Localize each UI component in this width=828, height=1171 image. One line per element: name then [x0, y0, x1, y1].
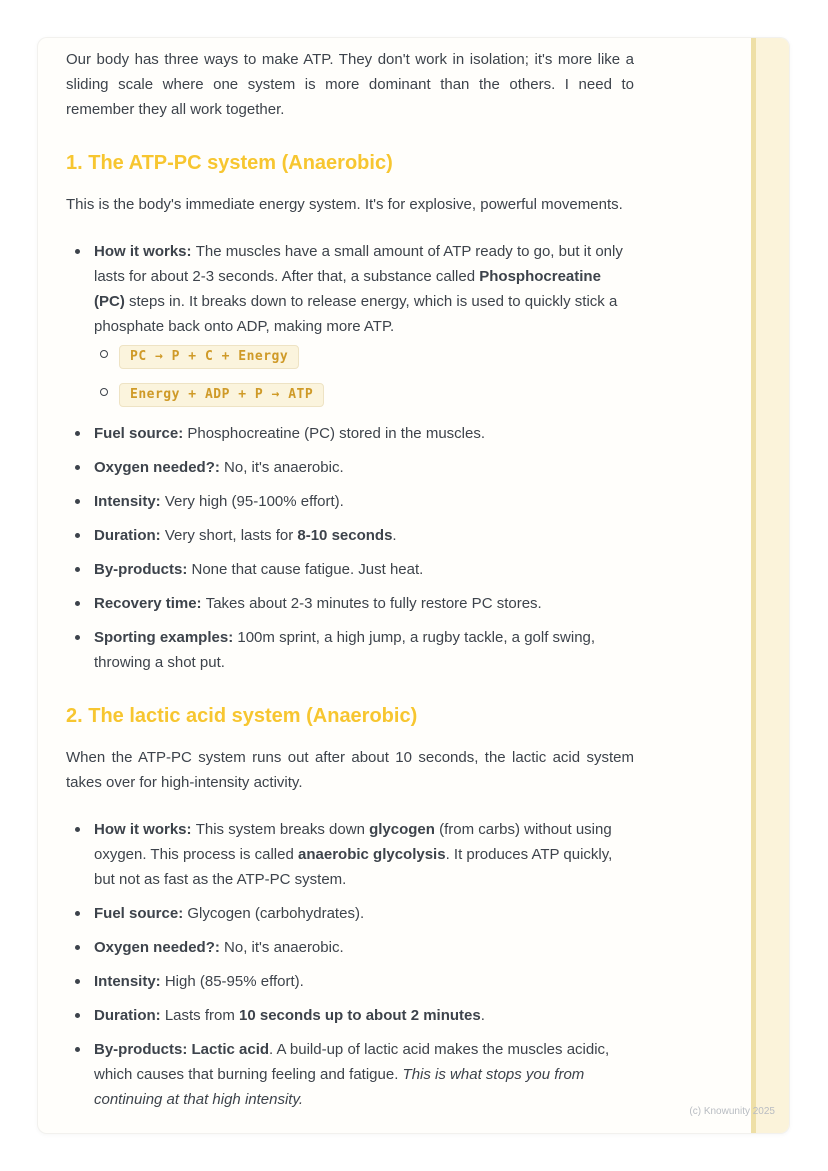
sections-container [66, 150, 634, 1112]
section-2-lead-paragraph: When the ATP-PC system runs out after about 10 seconds, the lactic acid system takes over for high-intensity activity. [66, 749, 634, 791]
text-segment: . [480, 1007, 485, 1024]
text-segment: No, it's anaerobic. [224, 939, 344, 956]
text-segment: Duration: [94, 527, 165, 544]
text-segment: (from carbs) without using oxygen. This process is called [94, 821, 612, 863]
text-segment: This is what stops you from continuing at that high intensity. [94, 1066, 585, 1108]
bullet-item [66, 1003, 634, 1028]
bullet-item [66, 455, 634, 480]
section-1-heading: 1. The ATP-PC system (Anaerobic) [66, 152, 393, 174]
bullet-item [66, 625, 634, 675]
text-segment: Lasts from [164, 1007, 240, 1024]
copyright-watermark: (c) Knowunity 2025 [689, 1106, 775, 1117]
text-segment: High (85-95% effort). [164, 973, 304, 990]
formula-code: Energy + ADP + P → ATP [119, 383, 324, 407]
bullet-item [66, 901, 634, 926]
formula-code: PC → P + C + Energy [119, 345, 299, 369]
text-segment: Duration: [94, 1007, 165, 1024]
text-segment: 100m sprint, a high jump, a rugby tackle, a golf swing, throwing a shot put. [94, 629, 596, 671]
text-segment: Oxygen needed?: [94, 939, 225, 956]
note-content [66, 47, 634, 1121]
bullet-item [66, 969, 634, 994]
bullet-item [66, 557, 634, 582]
text-segment: Recovery time: [94, 595, 206, 612]
section-2-heading: 2. The lactic acid system (Anaerobic) [66, 705, 418, 727]
text-segment: Takes about 2-3 minutes to fully restore PC stores. [205, 595, 542, 612]
text-segment: Intensity: [94, 493, 165, 510]
intro-paragraph: Our body has three ways to make ATP. They don't work in isolation; it's more like a sliding scale where one system is more dominant than the others. I need to remember they all work together. [66, 51, 634, 118]
text-segment: Phosphocreatine (PC) [94, 268, 601, 310]
text-segment: This system breaks down [195, 821, 370, 838]
text-segment: Very short, lasts for [164, 527, 298, 544]
bullet-item [66, 523, 634, 548]
bullet-item [66, 935, 634, 960]
text-segment: Sporting examples: [94, 629, 238, 646]
formula-item [94, 381, 634, 407]
bullet-item [66, 489, 634, 514]
bullet-item [66, 591, 634, 616]
text-segment: By-products: Lactic acid [94, 1041, 270, 1058]
section-1-lead-paragraph: This is the body's immediate energy system. It's for explosive, powerful movements. [66, 196, 623, 213]
text-segment: None that cause fatigue. Just heat. [191, 561, 424, 578]
text-segment: The muscles have a small amount of ATP ready to go, but it only lasts for about 2-3 seconds. After that, a substance called [94, 243, 623, 285]
text-segment: How it works: [94, 821, 196, 838]
text-segment: Very high (95-100% effort). [164, 493, 344, 510]
text-segment: steps in. It breaks down to release energy, which is used to quickly stick a phosphate back onto ADP, making more ATP. [94, 293, 618, 335]
note-card [37, 37, 790, 1134]
text-segment: By-products: [94, 561, 192, 578]
text-segment: Intensity: [94, 973, 165, 990]
text-segment: Phosphocreatine (PC) stored in the muscles. [187, 425, 486, 442]
text-segment: Oxygen needed?: [94, 459, 225, 476]
text-segment: glycogen [369, 821, 435, 838]
text-segment: . A build-up of lactic acid makes the muscles acidic, which causes that burning feeling and fatigue. [94, 1041, 610, 1083]
text-segment: . [392, 527, 397, 544]
text-segment: How it works: [94, 243, 196, 260]
bullet-list [66, 817, 634, 1112]
text-segment: Fuel source: [94, 905, 188, 922]
bullet-item [66, 421, 634, 446]
text-segment: 8-10 seconds [297, 527, 393, 544]
notebook-margin-strip [751, 38, 789, 1133]
text-segment: No, it's anaerobic. [224, 459, 344, 476]
bullet-item [66, 239, 634, 407]
text-segment: 10 seconds up to about 2 minutes [239, 1007, 481, 1024]
bullet-item [66, 817, 634, 892]
bullet-list [66, 239, 634, 675]
bullet-item [66, 1037, 634, 1112]
text-segment: Fuel source: [94, 425, 188, 442]
formula-item [94, 343, 634, 369]
formula-list [94, 343, 634, 407]
text-segment: Glycogen (carbohydrates). [187, 905, 365, 922]
text-segment: . It produces ATP quickly, but not as fast as the ATP-PC system. [94, 846, 613, 888]
text-segment: anaerobic glycolysis [298, 846, 446, 863]
